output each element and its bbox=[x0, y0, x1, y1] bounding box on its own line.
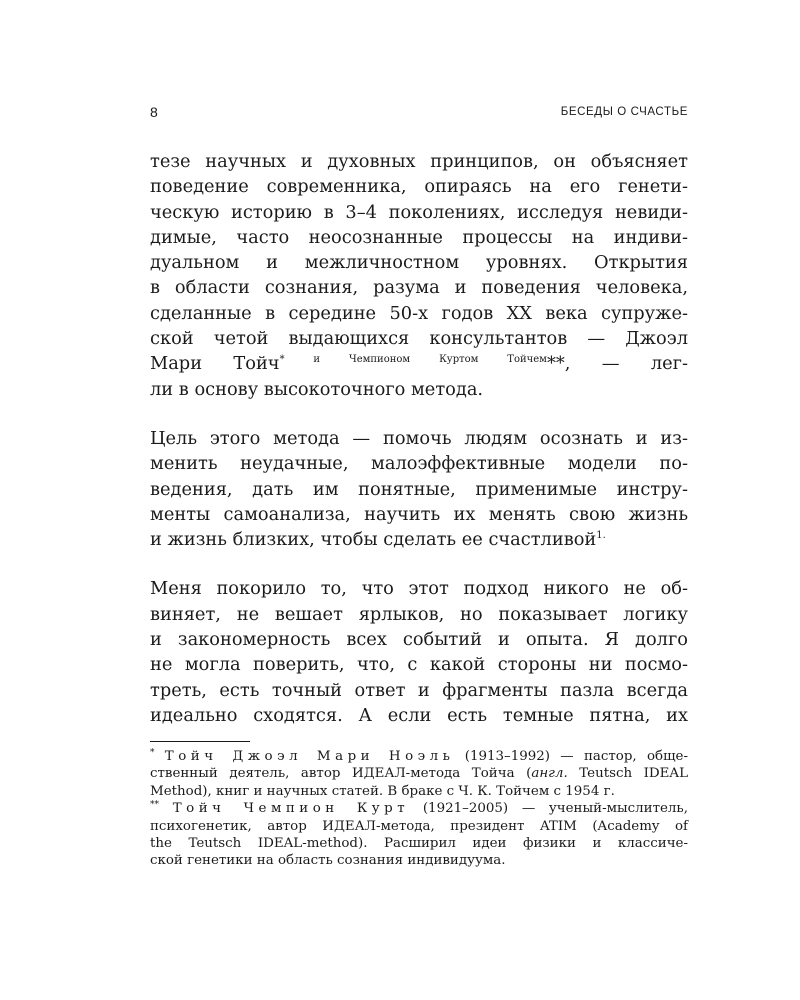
text-line: психогенетик, автор ИДЕАЛ-метода, президент ATIM (Academy of bbox=[150, 818, 688, 834]
footnote-name: Тойч Джоэл Мари Ноэль bbox=[164, 749, 455, 764]
footnote-mark: ** bbox=[150, 800, 159, 811]
text-line: в области сознания, разума и поведения человека, bbox=[150, 277, 688, 299]
page-number: 8 bbox=[150, 104, 158, 120]
text-line: треть, есть точный ответ и фрагменты пазла всегда bbox=[150, 679, 688, 701]
text-line: ской четой выдающихся консультантов — Джоэл bbox=[150, 328, 688, 350]
footnote-mark: * bbox=[150, 748, 155, 758]
body-text bbox=[150, 149, 688, 752]
text-segment: (1921–2005) — ученый-мыслитель, bbox=[409, 801, 688, 817]
text-line: Меня покорило то, что этот подход никого не об- bbox=[150, 578, 688, 600]
footnote-ref: **, — лег- bbox=[546, 353, 688, 375]
footnote-2 bbox=[150, 800, 688, 870]
text-line: Цель этого метода — помочь людям осознать и из- bbox=[150, 427, 688, 449]
text-segment: (1913–1992) — пастор, обще- bbox=[454, 749, 688, 764]
footnotes bbox=[150, 748, 688, 870]
footnote-divider bbox=[150, 741, 250, 742]
text-line: идеально сходятся. А если есть темные пятна, их bbox=[150, 704, 688, 726]
text-line: и закономерность всех событий и опыта. Я долго bbox=[150, 629, 688, 651]
text-line: ведения, дать им понятные, применимые инстру- bbox=[150, 478, 688, 500]
endnote-ref: 1. bbox=[596, 530, 606, 542]
text-line bbox=[150, 527, 688, 552]
page-header bbox=[150, 104, 688, 122]
text-segment: Мари Тойч bbox=[150, 353, 280, 375]
text-line: не могла поверить, что, с какой стороны ни посмо- bbox=[150, 654, 688, 676]
text-segment: ственный деятель, автор ИДЕАЛ-метода Тойча ( bbox=[150, 766, 532, 782]
text-line: тезе научных и духовных принципов, он объясняет bbox=[150, 151, 688, 172]
text-segment: Teutsch IDEAL bbox=[567, 766, 688, 782]
text-line: поведение современника, опираясь на его генети- bbox=[150, 176, 688, 198]
text-line: the Teutsch IDEAL-method). Расширил идеи физики и классиче- bbox=[150, 836, 688, 852]
text-line bbox=[150, 765, 688, 782]
text-line: димые, часто неосознанные процессы на индиви- bbox=[150, 226, 688, 248]
text-segment: и жизнь близких, чтобы сделать ее счастливой bbox=[150, 529, 597, 551]
paragraph-1 bbox=[150, 149, 688, 402]
text-line: дуальном и межличностном уровнях. Открытия bbox=[150, 252, 688, 274]
text-line: ческую историю в 3–4 поколениях, исследуя невиди- bbox=[150, 201, 688, 223]
footnote-ref: * и Чемпионом Куртом Тойчем bbox=[279, 354, 547, 366]
text-line bbox=[150, 748, 688, 765]
text-line: виняет, не вешает ярлыков, но показывает логику bbox=[150, 603, 688, 625]
text-line: Method), книг и научных статей. В браке с Ч. К. Тойчем с 1954 г. bbox=[150, 783, 615, 799]
text-line: сделанные в середине 50-х годов XX века супруже- bbox=[150, 302, 688, 324]
paragraph-3 bbox=[150, 576, 688, 728]
footnote-name: Тойч Чемпион Курт bbox=[172, 801, 410, 817]
text-line: менты самоанализа, научить их менять свою жизнь bbox=[150, 503, 688, 525]
text-segment: англ. bbox=[531, 766, 568, 782]
text-line bbox=[150, 800, 688, 817]
paragraph-2 bbox=[150, 426, 688, 552]
text-line bbox=[150, 351, 688, 376]
text-line: менить неудачные, малоэффективные модели по- bbox=[150, 453, 688, 475]
text-line: ли в основу высокоточного метода. bbox=[150, 378, 484, 400]
footnote-1 bbox=[150, 748, 688, 800]
running-title: БЕСЕДЫ О СЧАСТЬЕ bbox=[560, 106, 688, 118]
text-line: ской генетики на область сознания индивидуума. bbox=[150, 853, 506, 869]
